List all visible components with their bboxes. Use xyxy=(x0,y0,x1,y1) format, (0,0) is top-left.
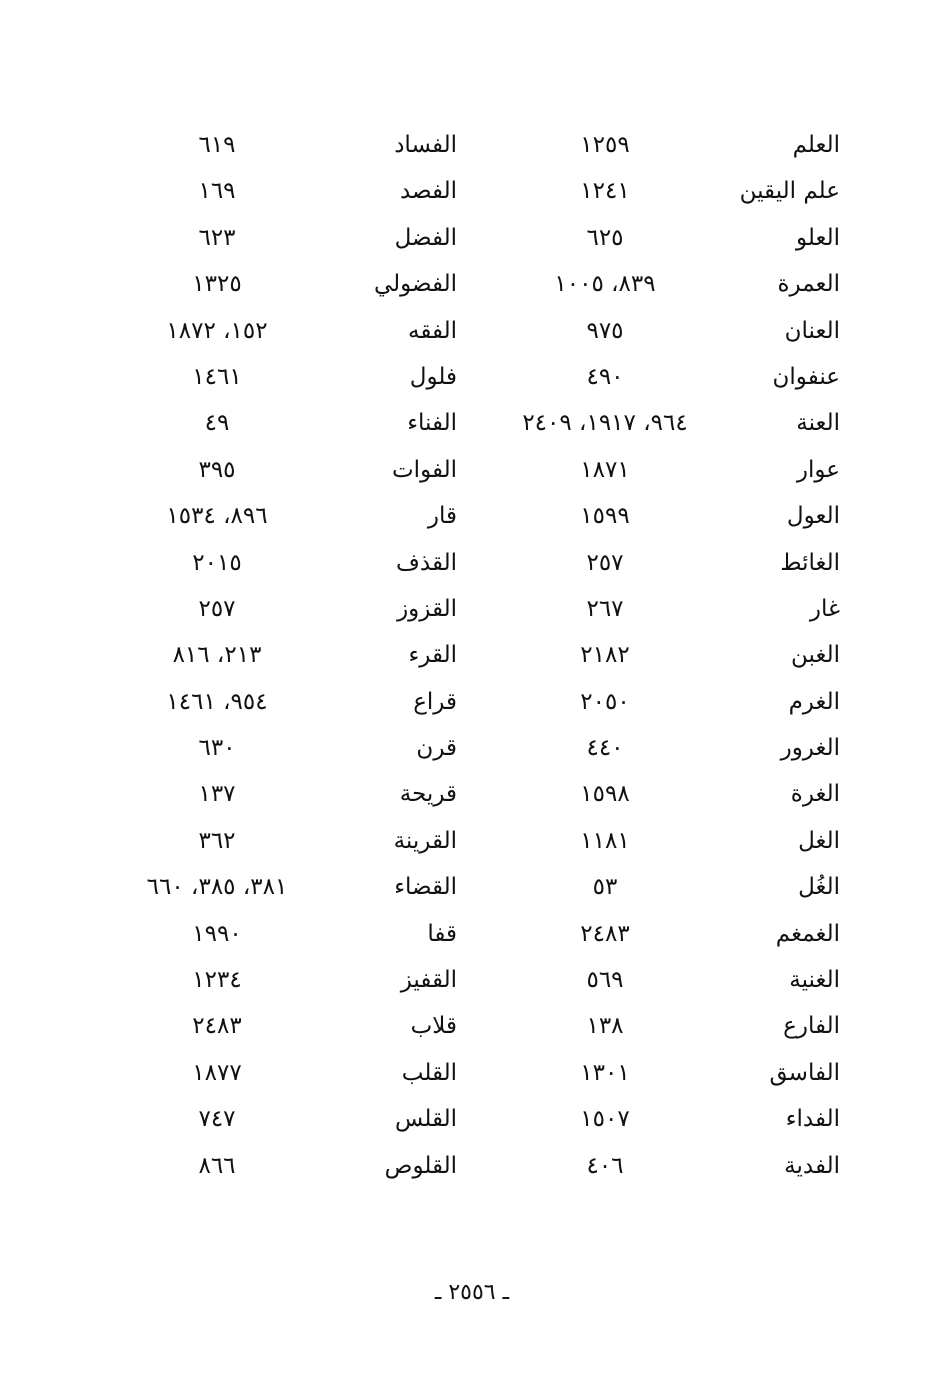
page-references: ٣٦٢ xyxy=(198,827,236,854)
page-references: ٦١٩ xyxy=(198,132,236,158)
index-row xyxy=(0,1096,944,1142)
index-row xyxy=(0,864,944,910)
index-row xyxy=(0,261,944,307)
page-references: ١٥٢، ١٨٧٢ xyxy=(166,317,268,344)
page-references: ٢٠١٥ xyxy=(192,549,242,576)
page-references: ١٨٧١ xyxy=(580,456,630,483)
page-references: ٦٢٥ xyxy=(586,224,624,251)
index-term: القرينة xyxy=(393,827,457,854)
index-term: الفقه xyxy=(408,317,457,344)
index-row xyxy=(0,586,944,632)
index-row xyxy=(0,818,944,864)
page-references: ٤٤٠ xyxy=(586,735,624,762)
index-term: الفصد xyxy=(399,178,457,205)
index-row xyxy=(0,540,944,586)
page-number: ـ ٢٥٥٦ ـ xyxy=(434,1280,510,1305)
page-references: ٤٠٦ xyxy=(586,1152,624,1179)
index-row xyxy=(0,632,944,678)
page-references: ٢٠٥٠ xyxy=(580,688,630,715)
index-term: الفدية xyxy=(784,1152,840,1179)
page-references: ٢١٨٢ xyxy=(580,642,630,669)
page-references: ١٢٤١ xyxy=(580,178,630,205)
index-term: عوار xyxy=(796,456,840,483)
index-row xyxy=(0,168,944,214)
index-term: العول xyxy=(786,503,840,530)
index-row xyxy=(0,122,944,168)
index-term: القضاء xyxy=(394,874,457,901)
index-term: الفارع xyxy=(783,1013,840,1040)
index-term: العلو xyxy=(796,224,840,251)
page-references: ١٤٦١ xyxy=(192,363,242,390)
index-row xyxy=(0,911,944,957)
page-references: ١٢٣٤ xyxy=(192,967,242,994)
page-references: ١٣٠١ xyxy=(580,1059,630,1086)
index-term: العنان xyxy=(784,317,840,344)
index-term: الغرم xyxy=(788,688,840,715)
page-references: ٢٦٧ xyxy=(586,595,624,622)
page-references: ٥٣ xyxy=(592,874,618,901)
index-row xyxy=(0,771,944,817)
index-term: العنة xyxy=(796,410,840,437)
index-row xyxy=(0,308,944,354)
index-term: قفا xyxy=(427,920,457,947)
index-term: قلاب xyxy=(410,1013,457,1040)
page-references: ٧٤٧ xyxy=(198,1106,236,1133)
index-term: قراع xyxy=(413,688,457,715)
page-references: ٨٩٦، ١٥٣٤ xyxy=(166,503,268,530)
page-references: ١١٨١ xyxy=(580,827,630,854)
index-table xyxy=(0,122,944,1189)
index-term: الفساد xyxy=(394,132,457,158)
index-row xyxy=(0,447,944,493)
index-term: قرن xyxy=(416,735,457,762)
index-term: الغمغم xyxy=(775,920,840,947)
index-term: علم اليقين xyxy=(739,178,840,205)
index-row xyxy=(0,1050,944,1096)
page-references: ٩٦٤، ١٩١٧، ٢٤٠٩ xyxy=(522,410,688,437)
index-term: الفاسق xyxy=(769,1059,840,1086)
index-term: فلول xyxy=(409,363,457,390)
page-references: ١٣٨ xyxy=(586,1013,624,1040)
index-term: الفوات xyxy=(392,456,457,483)
page-references: ٣٨١، ٣٨٥، ٦٦٠ xyxy=(146,874,288,901)
page-references: ٦٢٣ xyxy=(198,224,236,251)
index-term: العلم xyxy=(792,132,840,158)
page-references: ١٥٠٧ xyxy=(580,1106,630,1133)
page-references: ١٣٢٥ xyxy=(192,271,242,298)
index-term: القزوز xyxy=(397,595,457,622)
index-term: الغل xyxy=(798,827,840,854)
index-row xyxy=(0,215,944,261)
index-term: الغرور xyxy=(780,735,840,762)
page-references: ٩٧٥ xyxy=(586,317,624,344)
page-references: ٦٣٠ xyxy=(198,735,236,762)
page-references: ٩٥٤، ١٤٦١ xyxy=(166,688,268,715)
page-references: ٨٦٦ xyxy=(198,1152,236,1179)
index-term: عنفوان xyxy=(772,363,840,390)
index-term: غار xyxy=(809,595,840,622)
index-row xyxy=(0,1143,944,1189)
index-term: الفضل xyxy=(394,224,457,251)
page-references: ١٦٩ xyxy=(198,178,236,205)
page-references: ١٥٩٨ xyxy=(580,781,630,808)
index-term: الغرة xyxy=(790,781,840,808)
index-term: القفيز xyxy=(400,967,457,994)
page-references: ٥٦٩ xyxy=(586,967,624,994)
index-row xyxy=(0,1003,944,1049)
page-references: ٤٩ xyxy=(204,410,230,437)
page-references: ٢٥٧ xyxy=(586,549,624,576)
page-references: ١٩٩٠ xyxy=(192,920,242,947)
index-term: القلس xyxy=(395,1106,457,1133)
index-row xyxy=(0,354,944,400)
index-term: قريحة xyxy=(399,781,457,808)
index-term: الغنية xyxy=(789,967,840,994)
index-term: القلب xyxy=(401,1059,457,1086)
index-term: الغُل xyxy=(798,874,840,901)
index-term: الفضولي xyxy=(373,271,457,298)
page-references: ٤٩٠ xyxy=(586,363,624,390)
page-references: ٢٤٨٣ xyxy=(580,920,630,947)
index-row xyxy=(0,725,944,771)
page-references: ٢٤٨٣ xyxy=(192,1013,242,1040)
index-term: الغبن xyxy=(791,642,840,669)
index-term: القذف xyxy=(396,549,457,576)
page-references: ١٥٩٩ xyxy=(580,503,630,530)
index-row xyxy=(0,679,944,725)
index-term: الفداء xyxy=(785,1106,840,1133)
index-row xyxy=(0,493,944,539)
page-references: ١٨٧٧ xyxy=(192,1059,242,1086)
index-term: الغائط xyxy=(780,549,840,576)
index-term: القرء xyxy=(408,642,457,669)
page-references: ٢٥٧ xyxy=(198,595,236,622)
page-references: ٨٣٩، ١٠٠٥ xyxy=(554,271,656,298)
page-references: ٢١٣، ٨١٦ xyxy=(172,642,262,669)
index-term: العمرة xyxy=(777,271,840,298)
index-term: الفناء xyxy=(407,410,457,437)
page-references: ٣٩٥ xyxy=(198,456,236,483)
page-references: ١٢٥٩ xyxy=(580,132,630,158)
page-references: ١٣٧ xyxy=(198,781,236,808)
index-row xyxy=(0,400,944,446)
index-term: القلوص xyxy=(384,1152,457,1179)
index-row xyxy=(0,957,944,1003)
index-term: قار xyxy=(427,503,457,530)
